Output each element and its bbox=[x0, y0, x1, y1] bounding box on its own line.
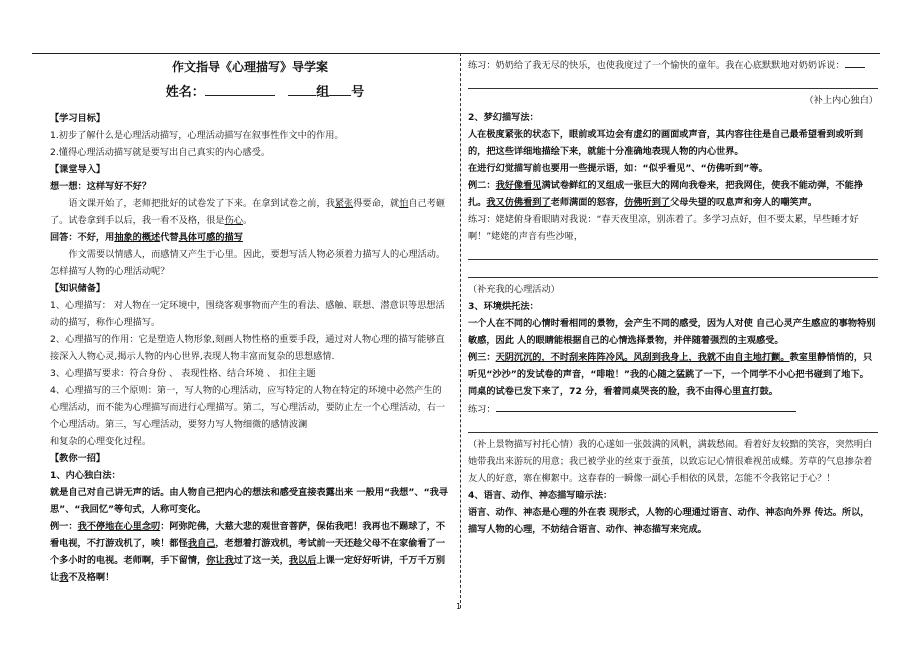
method-1-desc: 就是自己对自己讲无声的话。由人物自己把内心的想法和感受直接表露出来 一般用“我想”、“我寻思”、“我回忆”等句式，人称可变化。 bbox=[50, 487, 448, 515]
practice-1: 练习：奶奶给了我无尽的快乐，也使我度过了一个愉快的童年。我在心底默默地对奶奶诉说： bbox=[468, 56, 878, 74]
answer: 回答：不好，用抽象的概述代替具体可感的描写 bbox=[50, 232, 243, 243]
page-number: 1 bbox=[456, 602, 462, 611]
column-divider bbox=[460, 53, 461, 608]
practice-3: 练习： bbox=[468, 400, 878, 418]
method-4-desc: 语言、动作、神态是心理的外在表 现形式，人物的心理通过语言、动作、神态向外界 传达。所以，描写人物的心理，不妨结合语言、动作、神态描写来完成。 bbox=[468, 507, 870, 535]
left-column bbox=[50, 56, 450, 586]
intro-paragraph: 语文课开始了，老师把批好的试卷发了下来。在拿到试卷之前，我紧张得要命，就怕自己考砸了。试卷拿到手以后，我一看不及格，很是伤心。 bbox=[50, 198, 446, 226]
practice-3-answer-line[interactable] bbox=[468, 418, 878, 433]
method-4-title: 4、语言、动作、神态描写暗示法： bbox=[468, 490, 613, 501]
knowledge-heading: 【知识储备】 bbox=[50, 283, 106, 294]
goal-2: 2.懂得心理活动描写就是要写出自己真实的内心感受。 bbox=[50, 147, 271, 158]
practice-1-answer-line[interactable] bbox=[468, 74, 878, 89]
method-1-example: 例一：我不停地在心里念叨：阿弥陀佛，大慈大悲的观世音菩萨，保佑我吧！我再也不踢球了，不看电视，不打游戏机了，唉！都怪我自己，老想着打游戏机，考试前一天还趁父母不在家偷看了一个多小时的电视。老师啊，手下留情，你让我过了这一关，我以后上课一定好好听讲，千万千万别让我不及格啊！ bbox=[50, 521, 446, 583]
think-prompt: 想一想：这样写好不好？ bbox=[50, 181, 152, 192]
practice-2: 练习：姥姥俯身看眼睛对我说：“春天夜里凉，别冻着了。多学习点好，但不要太累，早些睡才好啊！”姥姥的声音有些沙哑， bbox=[468, 214, 859, 242]
knowledge-4: 4、心理描写的三个原则：第一，写人物的心理活动，应写特定的人物在特定的环境中必然产生的心理活动，而不能为心理描写而进行心理描写。第二，写心理活动，要防止左一个心理活动，右一个心理活动。第三，写心理活动，要努力写人物细微的感情波澜 bbox=[50, 385, 446, 430]
practice-2-answer-line-1[interactable] bbox=[468, 245, 878, 260]
name-line: 姓名： 组 号 bbox=[165, 85, 365, 100]
knowledge-3: 3、心理描写要求：符合身份 、 表现性格、结合环境 、 扣住主题 bbox=[50, 368, 316, 379]
method-3-title: 3、环境烘托法： bbox=[468, 301, 539, 312]
top-rule bbox=[32, 53, 880, 54]
page-title: 作文指导《心理描写》导学案 bbox=[171, 60, 328, 74]
practice-3-note: （补上景物描写衬托心情）我的心遂如一张鼓满的风帆，满载愁闹。看着好友较黯的笑容，突然明白她带我出来游玩的用意；我已被学业的丝束于蚕茧，以致忘记心情很难视茁成蝶。芳草的气息掺杂着友人的好意，寨在柳絮中。这春春的一瞬像一副心手相依的风景，怎能不令我铭记于心？！ bbox=[468, 439, 873, 484]
method-3-desc: 一个人在不同的心情时看相同的景物，会产生不同的感受，因为人对使 自己心灵产生感应的事物特别敏感，因此 人的眼睛能根据自己的心情选择景物，并伴随着强烈的主观感受。 bbox=[468, 318, 876, 346]
method-1-title: 1、内心独白法： bbox=[50, 470, 121, 481]
method-2-desc: 人在极度紧张的状态下，眼前或耳边会有虚幻的画面或声音，其内容往往是自己最希望看到或听到的，把这些详细地描绘下来，就能十分准确地表现人物的内心世界。 bbox=[468, 129, 864, 157]
knowledge-4-end: 和复杂的心理变化过程。 bbox=[50, 436, 152, 447]
intro-heading: 【课堂导入】 bbox=[50, 164, 106, 175]
method-2-title: 2、梦幻描写法： bbox=[468, 112, 539, 123]
method-3-example: 例三：天阴沉沉的，不时刮来阵阵冷风。风刮到我身上，我就不由自主地打颤。教室里静悄悄的，只听见“沙沙”的发试卷的声音，“啡啦！”我的心随之猛跳了一下，一个同学不小心把书碰到了地下。同桌的试卷已发下来了，72 分，看着同桌哭丧的脸，我不由得心里直打鼓。 bbox=[468, 352, 873, 397]
name-blank[interactable] bbox=[205, 84, 275, 96]
group-blank[interactable] bbox=[288, 84, 316, 96]
practice-2-note: （补充我的心理活动） bbox=[468, 284, 560, 295]
practice-1-note: （补上内心独白） bbox=[804, 95, 878, 106]
goal-1: 1.初步了解什么是心理活动描写，心理活动描写在叙事性作文中的作用。 bbox=[50, 130, 344, 141]
practice-2-answer-line-2[interactable] bbox=[468, 263, 878, 278]
method-2-example: 例二：我好像看见满试卷鲜红的叉组成一张巨大的网向我卷来，把我网住，使我不能动弹，不能挣扎。我又仿佛看到了老师满面的怒容，仿佛听到了父母失望的叹息声和旁人的嘲笑声。 bbox=[468, 180, 864, 208]
teach-heading: 【教你一招】 bbox=[50, 453, 106, 464]
number-blank[interactable] bbox=[329, 84, 351, 96]
right-column bbox=[468, 56, 878, 538]
knowledge-1: 1、心理描写： 对人物在一定环境中，围绕客观事物而产生的看法、感触、联想、潜意识等思想活动的描写，称作心理描写。 bbox=[50, 300, 445, 328]
knowledge-2: 2、心理描写的作用：它是塑造人物形象,刻画人物性格的重要手段，通过对人物心理的描写能够直接深入人物心灵,揭示人物的内心世界,表现人物丰富而复杂的思想感情. bbox=[50, 334, 445, 362]
intro-paragraph-2: 作文需要以情感人，而感情又产生于心里。因此，要想写活人物必须着力描写人的心理活动。怎样描写人物的心理活动呢？ bbox=[50, 249, 446, 277]
method-2-tip: 在进行幻觉描写前也要用一些提示语，如：“似乎看见”、“仿佛听到”等。 bbox=[468, 163, 768, 174]
goals-heading: 【学习目标】 bbox=[50, 113, 106, 124]
